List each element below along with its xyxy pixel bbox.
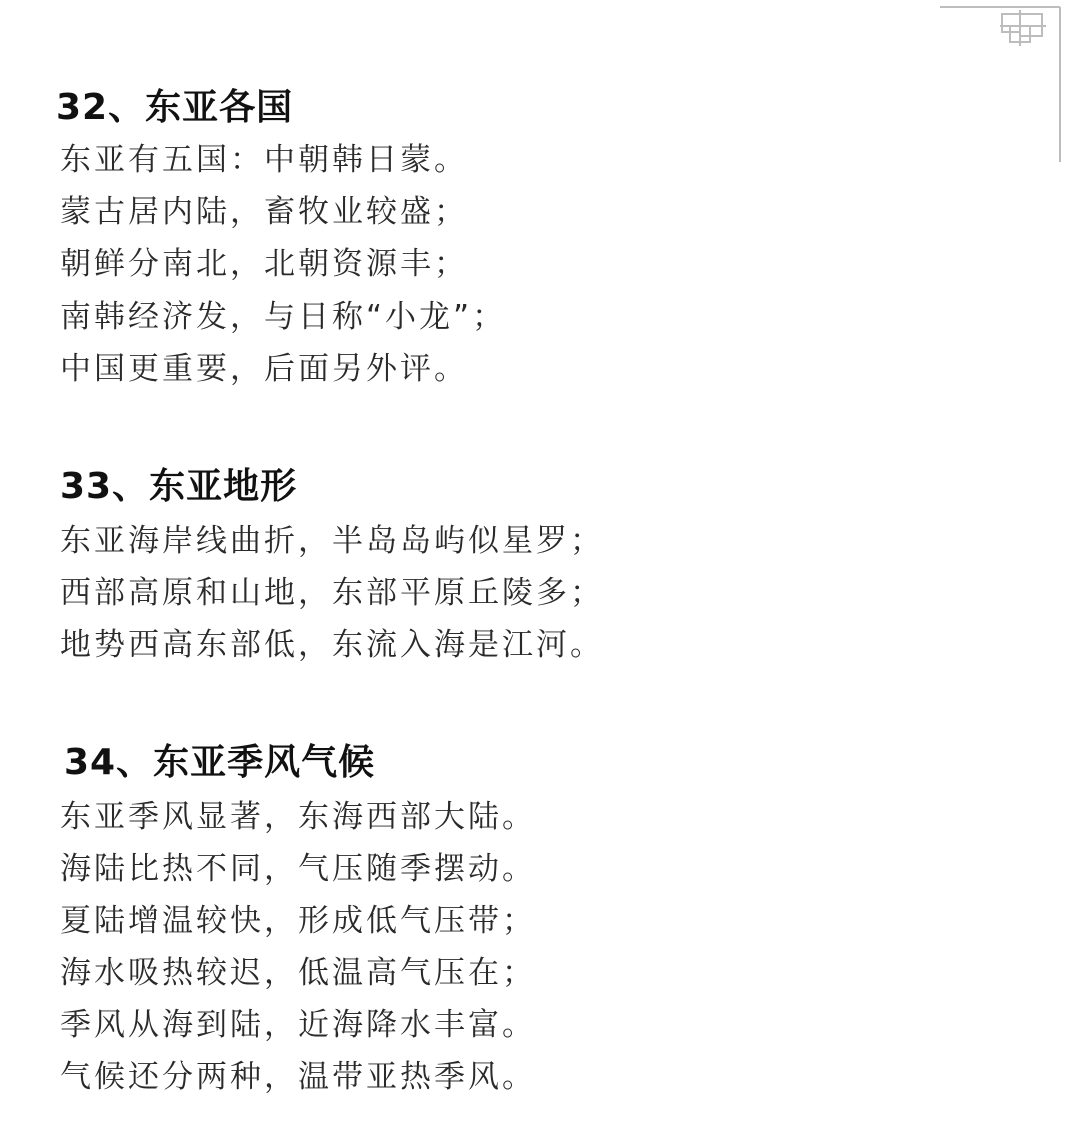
section-33-line-1: 东亚海岸线曲折，半岛岛屿似星罗；	[60, 523, 604, 559]
section-32-heading: 32、东亚各国	[56, 87, 294, 128]
section-34-heading: 34、东亚季风气候	[64, 742, 376, 783]
section-33-line-2: 西部高原和山地，东部平原丘陵多；	[60, 575, 604, 611]
section-33-line-3: 地势西高东部低，东流入海是江河。	[60, 627, 604, 663]
section-32-line-4: 南韩经济发，与日称“小龙”；	[60, 299, 507, 335]
corner-ornament-icon	[940, 4, 1070, 164]
section-34-line-6: 气候还分两种，温带亚热季风。	[60, 1059, 536, 1095]
section-34-line-3: 夏陆增温较快，形成低气压带；	[60, 903, 536, 939]
section-33-heading: 33、东亚地形	[60, 466, 298, 507]
section-32-line-1: 东亚有五国：中朝韩日蒙。	[60, 142, 468, 178]
section-34-line-1: 东亚季风显著，东海西部大陆。	[60, 799, 536, 835]
section-34-line-2: 海陆比热不同，气压随季摆动。	[60, 851, 536, 887]
section-32-line-2: 蒙古居内陆，畜牧业较盛；	[60, 194, 468, 230]
section-34-line-5: 季风从海到陆，近海降水丰富。	[60, 1007, 536, 1043]
section-32-line-3: 朝鲜分南北，北朝资源丰；	[60, 246, 468, 282]
section-34-line-4: 海水吸热较迟，低温高气压在；	[60, 955, 536, 991]
section-32-line-5: 中国更重要，后面另外评。	[60, 351, 468, 387]
